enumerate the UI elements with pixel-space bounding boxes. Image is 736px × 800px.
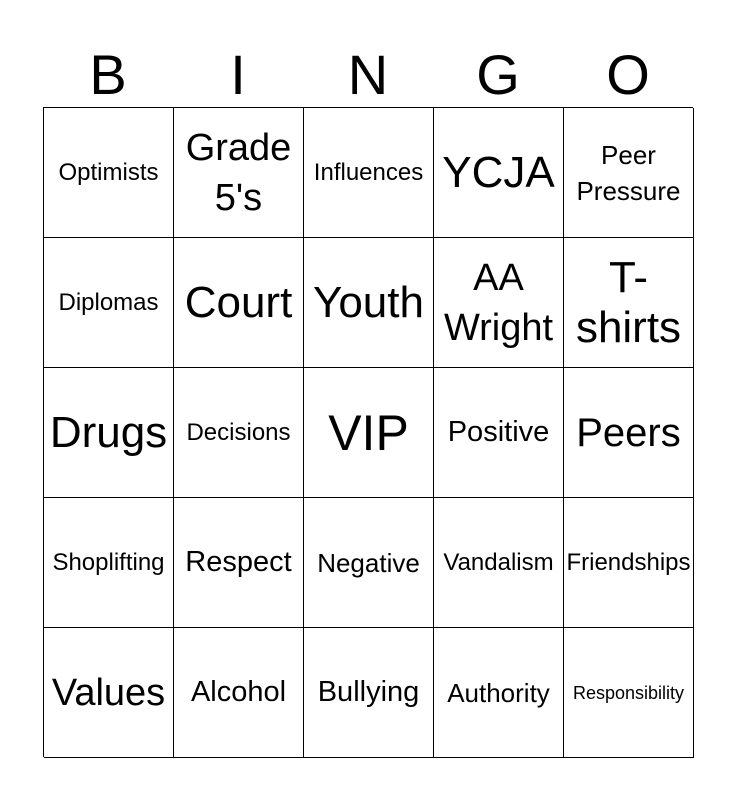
bingo-cell[interactable] [44, 368, 174, 498]
cell-label: Respect [185, 546, 292, 578]
cell-label: Peers [576, 410, 681, 455]
cell-label: Diplomas [58, 289, 159, 316]
cell-label: AA Wright [443, 256, 554, 349]
cell-label: Friendships [566, 549, 691, 576]
bingo-cell[interactable] [174, 368, 304, 498]
bingo-cell[interactable] [44, 238, 174, 368]
bingo-cell[interactable] [174, 628, 304, 758]
bingo-cell[interactable] [434, 498, 564, 628]
cell-label: VIP [328, 404, 409, 461]
bingo-cell[interactable] [564, 108, 694, 238]
cell-label: Responsibility [572, 682, 685, 703]
header-letter-i: I [230, 43, 246, 106]
header-letter-n: N [347, 43, 389, 106]
bingo-cell[interactable] [434, 238, 564, 368]
cell-label: Vandalism [443, 549, 554, 576]
cell-label: YCJA [442, 147, 555, 197]
cell-label: Grade 5's [185, 126, 292, 219]
bingo-cell[interactable] [174, 498, 304, 628]
bingo-cell[interactable] [564, 498, 694, 628]
cell-label: Drugs [49, 407, 168, 457]
bingo-cell[interactable] [434, 368, 564, 498]
bingo-cell[interactable] [434, 628, 564, 758]
cell-label: T-shirts [575, 252, 682, 352]
bingo-cell[interactable] [174, 108, 304, 238]
bingo-cell[interactable] [304, 628, 434, 758]
cell-label: Positive [447, 416, 550, 448]
bingo-cell[interactable] [44, 628, 174, 758]
cell-label: Decisions [186, 419, 291, 446]
cell-label: Bullying [317, 676, 420, 708]
cell-label: Peer Pressure [576, 139, 681, 206]
bingo-cell[interactable] [304, 368, 434, 498]
cell-label: Authority [447, 677, 550, 708]
header-letter-b: B [89, 43, 127, 106]
bingo-cell[interactable] [434, 108, 564, 238]
header-letter-o: O [606, 43, 650, 106]
bingo-cell[interactable] [174, 238, 304, 368]
cell-label: Alcohol [190, 676, 287, 708]
bingo-board [43, 107, 693, 757]
bingo-cell[interactable] [44, 108, 174, 238]
cell-label: Court [184, 277, 293, 327]
bingo-cell[interactable] [564, 238, 694, 368]
cell-label: Values [51, 671, 166, 714]
cell-label: Shoplifting [52, 549, 165, 576]
bingo-cell[interactable] [304, 498, 434, 628]
header-letter-g: G [476, 43, 520, 106]
bingo-cell[interactable] [304, 238, 434, 368]
cell-label: Youth [313, 277, 424, 327]
bingo-cell[interactable] [564, 368, 694, 498]
bingo-header [43, 44, 693, 106]
bingo-cell[interactable] [44, 498, 174, 628]
cell-label: Optimists [58, 159, 159, 186]
cell-label: Influences [313, 159, 424, 186]
cell-label: Negative [317, 547, 420, 578]
bingo-cell[interactable] [304, 108, 434, 238]
bingo-cell[interactable] [564, 628, 694, 758]
